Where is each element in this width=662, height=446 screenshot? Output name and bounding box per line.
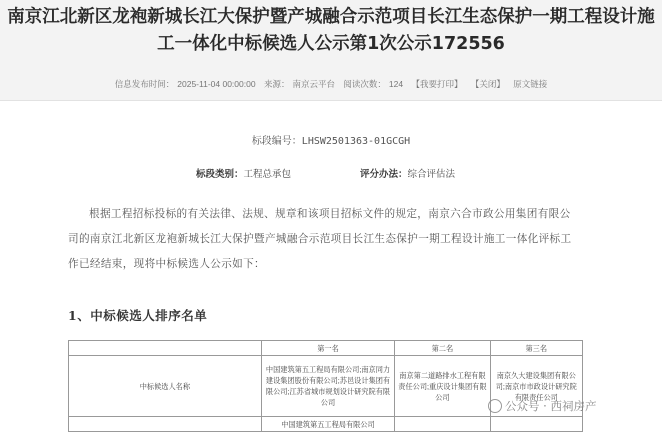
views-label: 阅读次数： xyxy=(343,79,386,89)
close-button[interactable]: 【关闭】 xyxy=(470,79,505,89)
method-value: 综合评估法 xyxy=(407,169,456,180)
wechat-icon xyxy=(488,399,502,413)
print-button[interactable]: 【我要打印】 xyxy=(411,79,463,89)
method-info xyxy=(360,166,455,180)
origin-link[interactable]: 原文链接 xyxy=(513,79,548,89)
table-header-cell: 第三名 xyxy=(490,341,582,356)
category-value: 工程总承包 xyxy=(243,169,292,180)
table-cell: 南京第二道路排水工程有限责任公司;重庆设计集团有限公司 xyxy=(395,356,490,417)
section-number: 标段编号：LHSW2501363-01GCGH xyxy=(251,136,411,147)
row-label: 中标候选人名称 xyxy=(69,356,262,417)
intro-paragraph: 根据工程招标投标的有关法律、法规、规章和该项目招标文件的规定，南京六合市政公用集团有限公司的南京江北新区龙袍新城长江大保护暨产城融合示范项目长江生态保护一期工程设计施工一体化评标工作已经结束，现将中标候选人公示如下： xyxy=(68,208,572,270)
table-cell xyxy=(69,417,262,432)
method-label: 评分办法： xyxy=(360,169,408,180)
table-cell xyxy=(395,417,490,432)
table-header-cell: 第二名 xyxy=(395,341,490,356)
category-info xyxy=(196,166,291,180)
source-value: 南京云平台 xyxy=(292,79,335,89)
table-cell: 中国建筑第五工程局有限公司 xyxy=(261,417,395,432)
table-cell: 中国建筑第五工程局有限公司;南京同力建设集团股份有限公司;苏邑设计集团有限公司;江苏省城市规划设计研究院有限公司 xyxy=(261,356,395,417)
watermark-text: 公众号 · 西祠房产 xyxy=(505,399,597,413)
article-header xyxy=(0,0,662,100)
category-label: 标段类别： xyxy=(196,169,244,180)
table-cell xyxy=(490,417,582,432)
article-meta xyxy=(0,78,662,90)
table-row xyxy=(69,417,583,432)
watermark xyxy=(488,398,596,414)
page-title: 南京江北新区龙袍新城长江大保护暨产城融合示范项目长江生态保护一期工程设计施工一体化中标候选人公示第1次公示172556 xyxy=(7,7,655,54)
publish-time-label: 信息发布时间： xyxy=(114,79,175,89)
header-divider xyxy=(0,100,662,101)
views-count: 124 xyxy=(388,79,404,89)
table-header-cell xyxy=(69,341,262,356)
section-heading: 1、中标候选人排序名单 xyxy=(68,308,208,323)
candidate-table xyxy=(68,340,583,432)
table-header-cell: 第一名 xyxy=(261,341,395,356)
table-cell: 南京久大建设集团有限公司;南京市市政设计研究院有限责任公司 xyxy=(490,356,582,417)
table-header-row xyxy=(69,341,583,356)
publish-time: 2025-11-04 00:00:00 xyxy=(177,79,256,89)
source-label: 来源： xyxy=(263,79,290,89)
